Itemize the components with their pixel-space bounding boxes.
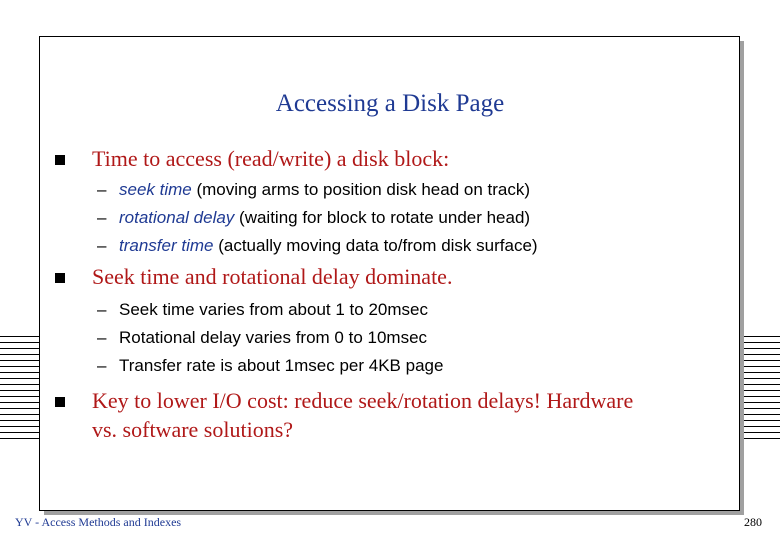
bullet-square-icon xyxy=(55,155,65,165)
term-seek-time: seek time xyxy=(119,180,192,199)
bullet-3-line-2: vs. software solutions? xyxy=(92,417,294,442)
subitem-text: Rotational delay varies from 0 to 10msec xyxy=(119,328,428,347)
subitem-rotational-delay-range xyxy=(97,327,427,349)
term-rotational-delay: rotational delay xyxy=(119,208,235,227)
subitem-text: Seek time varies from about 1 to 20msec xyxy=(119,300,428,319)
dash: – xyxy=(97,208,107,227)
subitem-text: (actually moving data to/from disk surface) xyxy=(213,236,538,255)
subitem-transfer-rate xyxy=(97,355,443,377)
term-transfer-time: transfer time xyxy=(119,236,214,255)
left-decorative-lines xyxy=(0,336,40,442)
subitem-rotational-delay xyxy=(97,207,530,229)
footer-page-number: 280 xyxy=(744,515,762,529)
dash: – xyxy=(97,236,107,255)
bullet-3-line-1: Key to lower I/O cost: reduce seek/rotation delays! Hardware xyxy=(92,388,634,413)
slide xyxy=(39,36,740,511)
bullet-square-icon xyxy=(55,397,65,407)
subitem-text: (moving arms to position disk head on track) xyxy=(191,180,531,199)
subitem-transfer-time xyxy=(97,235,538,257)
footer-course-label: YV - Access Methods and Indexes xyxy=(15,515,182,529)
slide-title: Accessing a Disk Page xyxy=(275,90,505,117)
subitem-seek-time-range xyxy=(97,299,428,321)
bullet-1: Time to access (read/write) a disk block: xyxy=(92,146,450,171)
dash: – xyxy=(97,300,107,319)
dash: – xyxy=(97,356,107,375)
bullet-2: Seek time and rotational delay dominate. xyxy=(92,264,453,289)
bullet-square-icon xyxy=(55,273,65,283)
dash: – xyxy=(97,328,107,347)
right-decorative-lines xyxy=(740,336,780,442)
subitem-text: (waiting for block to rotate under head) xyxy=(234,208,531,227)
subitem-text: Transfer rate is about 1msec per 4KB page xyxy=(119,356,444,375)
subitem-seek-time xyxy=(97,179,530,201)
dash: – xyxy=(97,180,107,199)
